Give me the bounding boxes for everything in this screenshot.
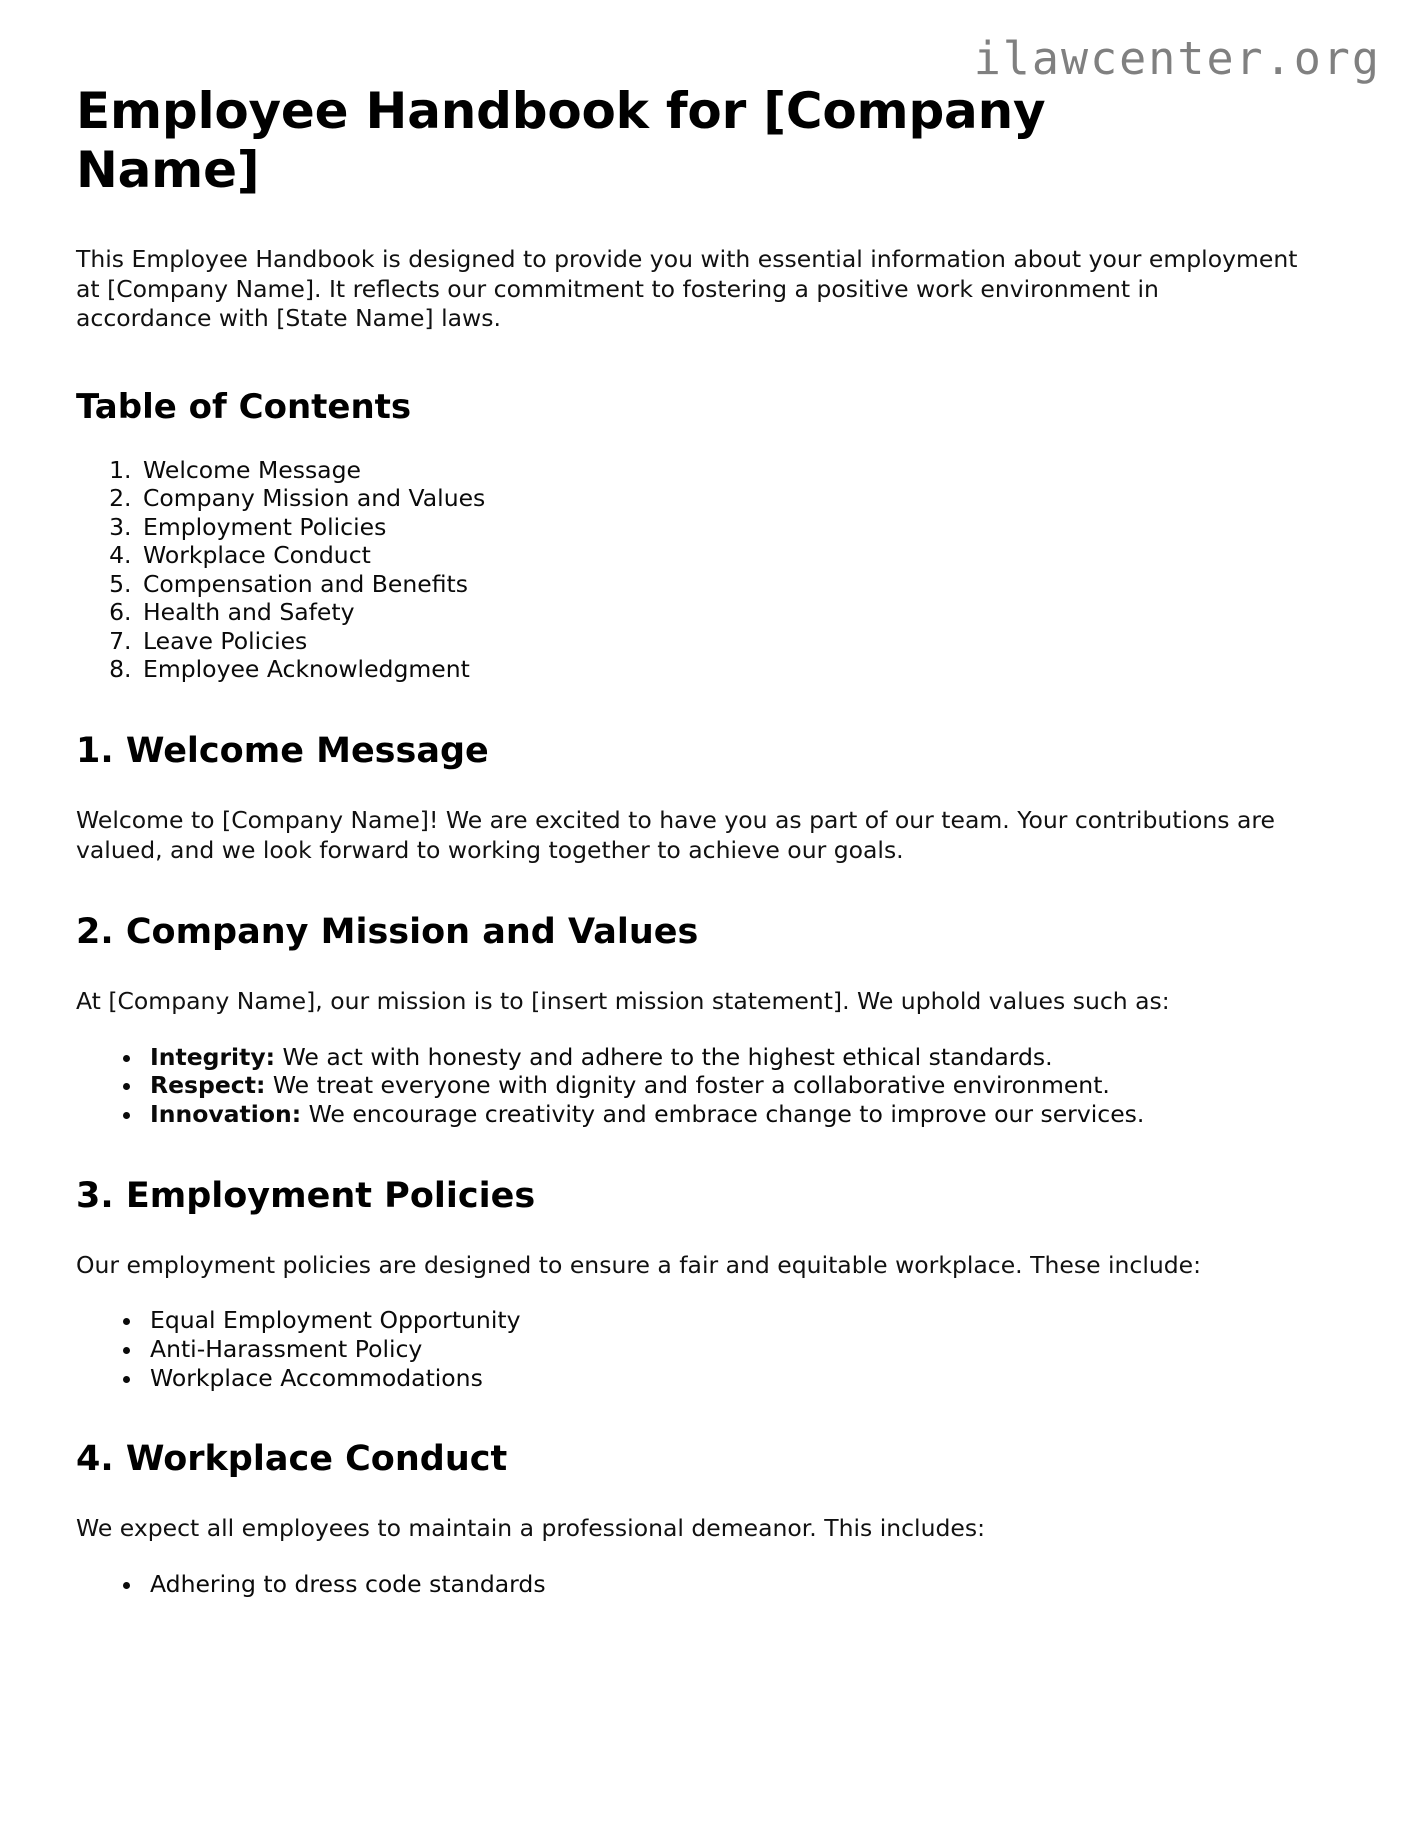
section-welcome-message — [76, 730, 1341, 865]
toc-item-1[interactable]: 1. Welcome Message — [139, 456, 1341, 485]
value-label: Respect: — [150, 1071, 266, 1100]
toc-item-7[interactable]: 7. Leave Policies — [139, 627, 1341, 656]
list-item — [144, 1043, 1341, 1072]
value-text: We act with honesty and adhere to the highest ethical standards. — [275, 1042, 1053, 1071]
toc-item-2[interactable]: 2. Company Mission and Values — [139, 484, 1341, 513]
page-title: Employee Handbook for [Company Name] — [76, 82, 1046, 199]
section-company-mission-and-values — [76, 911, 1341, 1129]
toc-item-5[interactable]: 5. Compensation and Benefits — [139, 570, 1341, 599]
value-label: Integrity: — [150, 1042, 276, 1071]
toc-item-4[interactable]: 4. Workplace Conduct — [139, 541, 1341, 570]
intro-paragraph: This Employee Handbook is designed to provide you with essential information about your employment at [Company Name]. It reflects our commitment to fostering a positive work environment in accordance with [State Name] laws. — [76, 245, 1298, 333]
workplace-conduct-list — [76, 1570, 1341, 1599]
list-item — [144, 1071, 1341, 1100]
value-text: We encourage creativity and embrace change to improve our services. — [301, 1100, 1145, 1129]
list-item: • Anti-Harassment Policy — [144, 1335, 1341, 1364]
employment-policies-list — [76, 1306, 1341, 1392]
list-item: • Workplace Accommodations — [144, 1364, 1341, 1393]
toc-item-6[interactable]: 6. Health and Safety — [139, 598, 1341, 627]
toc-item-8[interactable]: 8. Employee Acknowledgment — [139, 655, 1341, 684]
section-paragraph: We expect all employees to maintain a professional demeanor. This includes: — [76, 1514, 986, 1543]
section-paragraph: Our employment policies are designed to ensure a fair and equitable workplace. These include: — [76, 1250, 1202, 1279]
section-heading: 4. Workplace Conduct — [76, 1439, 508, 1480]
list-item: • Adhering to dress code standards — [144, 1570, 1341, 1599]
section-paragraph: Welcome to [Company Name]! We are excited to have you as part of our team. Your contributions are valued, and we look forward to working together to achieve our goals. — [76, 806, 1275, 864]
document-content — [76, 0, 1341, 1599]
table-of-contents-heading: Table of Contents — [76, 386, 412, 427]
section-paragraph: At [Company Name], our mission is to [insert mission statement]. We uphold values such as: — [76, 987, 1170, 1016]
list-item — [144, 1100, 1341, 1129]
section-workplace-conduct — [76, 1438, 1341, 1598]
value-label: Innovation: — [150, 1100, 302, 1129]
toc-item-3[interactable]: 3. Employment Policies — [139, 513, 1341, 542]
section-employment-policies — [76, 1175, 1341, 1393]
site-watermark: ilawcenter.org — [973, 32, 1381, 85]
value-text: We treat everyone with dignity and foster a collaborative environment. — [265, 1071, 1110, 1100]
section-heading: 2. Company Mission and Values — [76, 912, 699, 953]
section-heading: 1. Welcome Message — [76, 731, 489, 771]
section-heading: 3. Employment Policies — [76, 1175, 536, 1216]
values-list — [76, 1043, 1341, 1129]
table-of-contents-list — [76, 456, 1341, 684]
list-item: • Equal Employment Opportunity — [144, 1306, 1341, 1335]
